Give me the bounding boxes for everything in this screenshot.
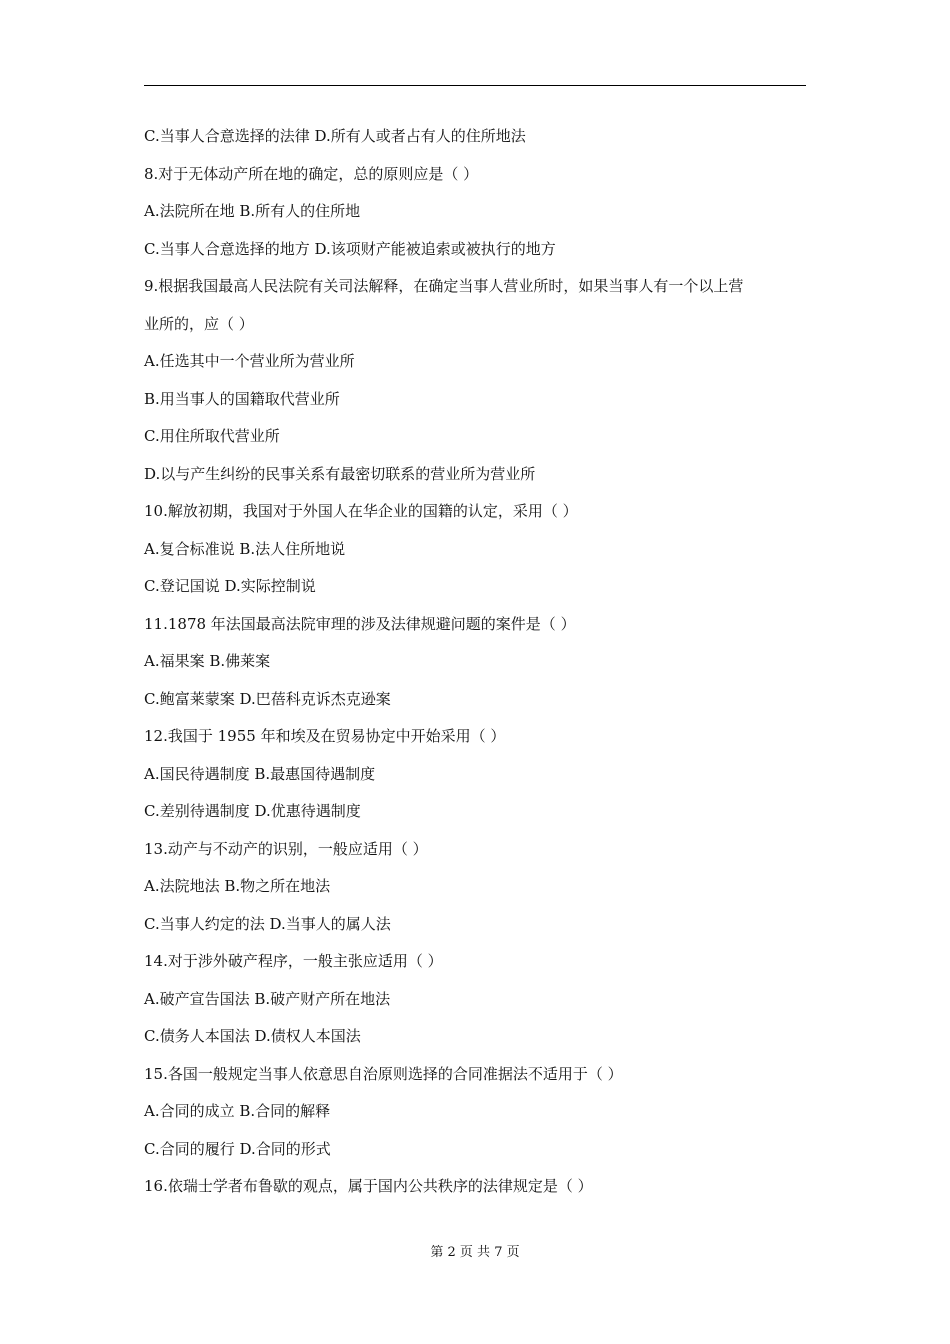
option-9-b: B.用当事人的国籍取代营业所 — [144, 389, 340, 408]
options-15-cd: C.合同的履行 D.合同的形式 — [144, 1139, 331, 1158]
option-9-d: D.以与产生纠纷的民事关系有最密切联系的营业所为营业所 — [144, 464, 536, 483]
question-15: 15.各国一般规定当事人依意思自治原则选择的合同准据法不适用于（ ） — [144, 1064, 623, 1083]
options-14-cd: C.债务人本国法 D.债权人本国法 — [144, 1027, 361, 1045]
options-11-cd: C.鲍富莱蒙案 D.巴蓓科克诉杰克逊案 — [144, 689, 391, 708]
question-14: 14.对于涉外破产程序，一般主张应适用（ ） — [144, 952, 443, 970]
question-12: 12.我国于 1955 年和埃及在贸易协定中开始采用（ ） — [144, 727, 506, 745]
question-9-cont: 业所的，应（ ） — [144, 314, 254, 333]
question-13: 13.动产与不动产的识别，一般应适用（ ） — [144, 839, 428, 858]
options-10-ab: A.复合标准说 B.法人住所地说 — [144, 539, 346, 558]
option-9-c: C.用住所取代营业所 — [144, 427, 280, 445]
options-15-ab: A.合同的成立 B.合同的解释 — [144, 1102, 331, 1120]
options-13-ab: A.法院地法 B.物之所在地法 — [144, 877, 331, 895]
page-footer: 第 2 页 共 7 页 — [430, 1245, 520, 1260]
document-body — [144, 122, 814, 1210]
options-11-ab: A.福果案 B.佛莱案 — [144, 652, 271, 670]
question-10: 10.解放初期，我国对于外国人在华企业的国籍的认定，采用（ ） — [144, 502, 578, 520]
question-16: 16.依瑞士学者布鲁歇的观点，属于国内公共秩序的法律规定是（ ） — [144, 1177, 593, 1195]
options-12-ab: A.国民待遇制度 B.最惠国待遇制度 — [144, 764, 376, 783]
options-10-cd: C.登记国说 D.实际控制说 — [144, 577, 316, 595]
text-line: C.当事人合意选择的法律 D.所有人或者占有人的住所地法 — [144, 127, 526, 145]
option-9-a: A.任选其中一个营业所为营业所 — [144, 352, 355, 370]
options-14-ab: A.破产宣告国法 B.破产财产所在地法 — [144, 989, 391, 1008]
question-8: 8.对于无体动产所在地的确定，总的原则应是（ ） — [144, 164, 479, 183]
options-8-ab: A.法院所在地 B.所有人的住所地 — [144, 202, 361, 220]
question-9: 9.根据我国最高人民法院有关司法解释，在确定当事人营业所时，如果当事人有一个以上营 — [144, 277, 744, 295]
options-13-cd: C.当事人约定的法 D.当事人的属人法 — [144, 914, 391, 933]
options-12-cd: C.差别待遇制度 D.优惠待遇制度 — [144, 802, 361, 820]
options-8-cd: C.当事人合意选择的地方 D.该项财产能被追索或被执行的地方 — [144, 239, 556, 258]
question-11: 11.1878 年法国最高法院审理的涉及法律规避问题的案件是（ ） — [144, 614, 576, 633]
header-rule — [144, 85, 806, 86]
